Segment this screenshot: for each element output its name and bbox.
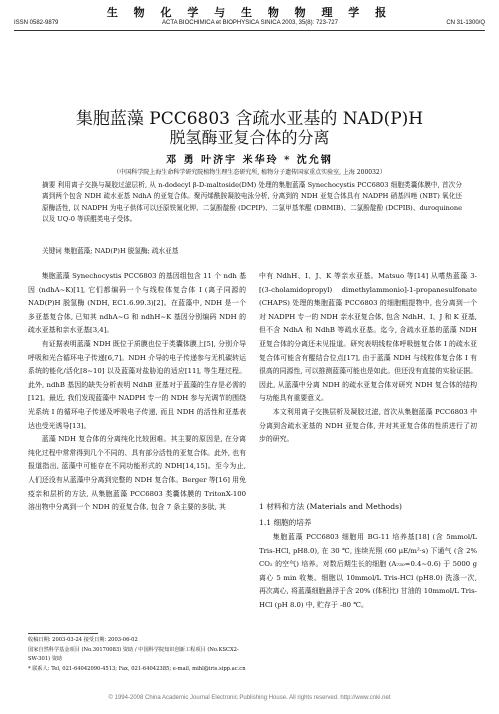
paragraph: 集胞蓝藻 PCC6803 细胞用 BG-11 培养基[18] (含 5mmol/L Tris-HCl, pH8.0), 在 30 ℃, 连续光照 (60 μE/m²·s) 下通气 (含 2% CO₂ 的空气) 培养。对数后期生长的细胞 (A₇₃₀=0.4~0.6) 于 5000 g 离心 5 min 收集。细胞以 10mmol/L Tris-HCl (pH8.0) 洗涤一次, 再次离心, 将蓝藻细胞悬浮于含 20% (体积比) 甘油的 10mmol/L Tris-HCl (pH 8.0) 中, 贮存于 -80 ℃。 — [259, 533, 477, 609]
copyright-footer: © 1994-2008 China Academic Journal Electronic Publishing House. All rights reserved. http://www.cnki.net — [108, 695, 391, 701]
paragraph: 中有 NdhH、I、J、K 等亲水亚基。Matsuo 等[14] 从嗜热蓝藻 3-[(3-cholamidopropyl) dimethylammonio]-1-propanesulfonate (CHAPS) 处理的集胞蓝藻 PCC6803 的细胞粗提物中, 也分离到一个对 NADPH 专一的 NDH 亲水亚复合体, 包含 NdhH、I、J 和 K 亚基, 但不含 NdhA 和 NdhB 等疏水亚基。迄今, 含疏水亚基的蓝藻 NDH 亚复合体的分离还未见报道。研究表明线粒体呼吸链复合体 I 的疏水亚复合体可能含有醌结合位点[17], 由于蓝藻 NDH 与线粒体复合体 I 有很高的同源性, 可以推测蓝藻可能也是如此。但还没有直接的实验证据。因此, 从蓝藻中分离 NDH 的疏水亚复合体对研究 NDH 复合体的结构与功能具有重要意义。 — [259, 272, 477, 403]
paragraph: 本文利用离子交换层析及凝胶过滤, 首次从集胞蓝藻 PCC6803 中分离到含疏水亚基的 NDH 亚复合体, 并对其亚复合体的性质进行了初步的研究。 — [259, 407, 477, 444]
header-rule — [14, 30, 485, 31]
body-column-right — [259, 270, 477, 447]
footnote-dates: 收稿日期: 2003-03-24 接受日期: 2003-06-02 — [28, 637, 138, 643]
body-column-left — [28, 270, 246, 515]
journal-title-cn: 生 物 化 学 与 生 物 物 理 学 报 — [106, 6, 393, 19]
article-title-line2: 脱氢酶亚复合体的分离 — [169, 128, 330, 147]
footnote-rule — [28, 633, 98, 634]
footnote-funding: 国家自然科学基金项目 (No.30170083) 资助 / 中国科学院知识创新工程项目 (No.KSCX2-SW-301) 资助 — [28, 646, 239, 662]
article-title-line1: 集胞蓝藻 PCC6803 含疏水亚基的 NAD(P)H — [75, 109, 424, 129]
paragraph: 有证据表明蓝藻 NDH 既位于质膜也位于类囊体膜上[5], 分别介导呼吸和光合循环电子传递[6,7]。NDH 介导的电子传递参与无机碳转运系统的能化/活化[8~10] 以及蓝藻对盐胁迫的适应[11], 等生理过程。此外, ndhB 基因的缺失分析表明 NdhB 亚基对于蓝藻的生存是必需的[12]。最近, 我们发现蓝藻中 NADPH 专一的 NDH 参与光调节的围绕光系统 I 的循环电子传递及呼吸电子传递, 而且 NDH 的活性和亚基表达也受光诱导[13]。 — [28, 339, 246, 430]
keywords: 关键词 集胞蓝藻; NAD(P)H 脱氢酶; 疏水亚基 — [42, 247, 179, 255]
issn: ISSN 0582-9879 — [14, 20, 59, 26]
cn-number: CN 31-1300/Q — [446, 20, 485, 26]
authors: 邓 勇 叶济宇 米华玲 * 沈允钢 — [166, 155, 333, 166]
section-heading: 1 材料和方法 (Materials and Methods) — [259, 502, 402, 511]
footnotes — [28, 636, 246, 674]
subsection-heading: 1.1 细胞的培养 — [259, 518, 312, 527]
affiliation: （中国科学院上海生命科学研究院植物生理生态研究所, 植物分子遗传国家重点实验室, 上海 200032） — [113, 169, 386, 176]
methods-paragraph — [259, 531, 477, 613]
journal-title-en: ACTA BIOCHIMICA et BIOPHYSICA SINICA 2003, 35(8): 723-727 — [162, 20, 338, 26]
paragraph: 集胞蓝藻 Synechocystis PCC6803 的基因组包含 11 个 ndh 基因 (ndhA~K)[1], 它们都编码一个与线粒体复合体 I (离子同源的 NAD(P)H 脱氢酶 (NDH, EC1.6.99.3)[2]。在蓝藻中, NDH 是一个多亚基复合体, 已知其 ndhA~G 和 ndhH~K 基因分别编码 NDH 的疏水亚基和亲水亚基[3,4]。 — [28, 272, 246, 335]
footnote-contact: * 联系人: Tel, 021-64042090-4513; Fax, 021-64042385; e-mail, mihl@iris.sipp.ac.cn — [28, 665, 246, 672]
abstract: 摘要 利用离子交换与凝胶过滤层析, 从 n-dodecyl β-D-maltoside(DM) 处理的集胞蓝藻 Synechocystis PCC6803 细胞类囊体膜中, 首次分离到两个包含 NDH 疏水亚基 NdhA 的亚复合体。聚丙烯酰胺凝胶电泳分析, 分离到的 NDH 亚复合体具有 NADPH 硝基四唑 (NBT) 氧化还原酶活性, 以 NADPH 为电子供体可以还原铁氰化钾、二氯酚靛酚 (DCPIP)、二氯甲基苯醌 (DBMIB)、二氯酚靛酚 (DCPIB)、duroquinone 以及 UQ-0 等质醌类电子受体。 — [42, 181, 462, 224]
paragraph: 蓝藻 NDH 复合体的分离纯化比较困难。其主要的原因是, 在分离纯化过程中常常得到几个不同的、具有部分活性的亚复合体。此外, 也有报道指出, 蓝藻中可能存在不同功能形式的 NDH[14,15]。至今为止, 人们还没有从蓝藻中分离到完整的 NDH 复合体。Berger 等[16] 用免疫亲和层析的方法, 从集胞蓝藻 PCC6803 类囊体膜的 TritonX-100 溶出物中分离到一个 NDH 的亚复合体, 包含 7 条主要的多肽, 其 — [28, 435, 246, 512]
